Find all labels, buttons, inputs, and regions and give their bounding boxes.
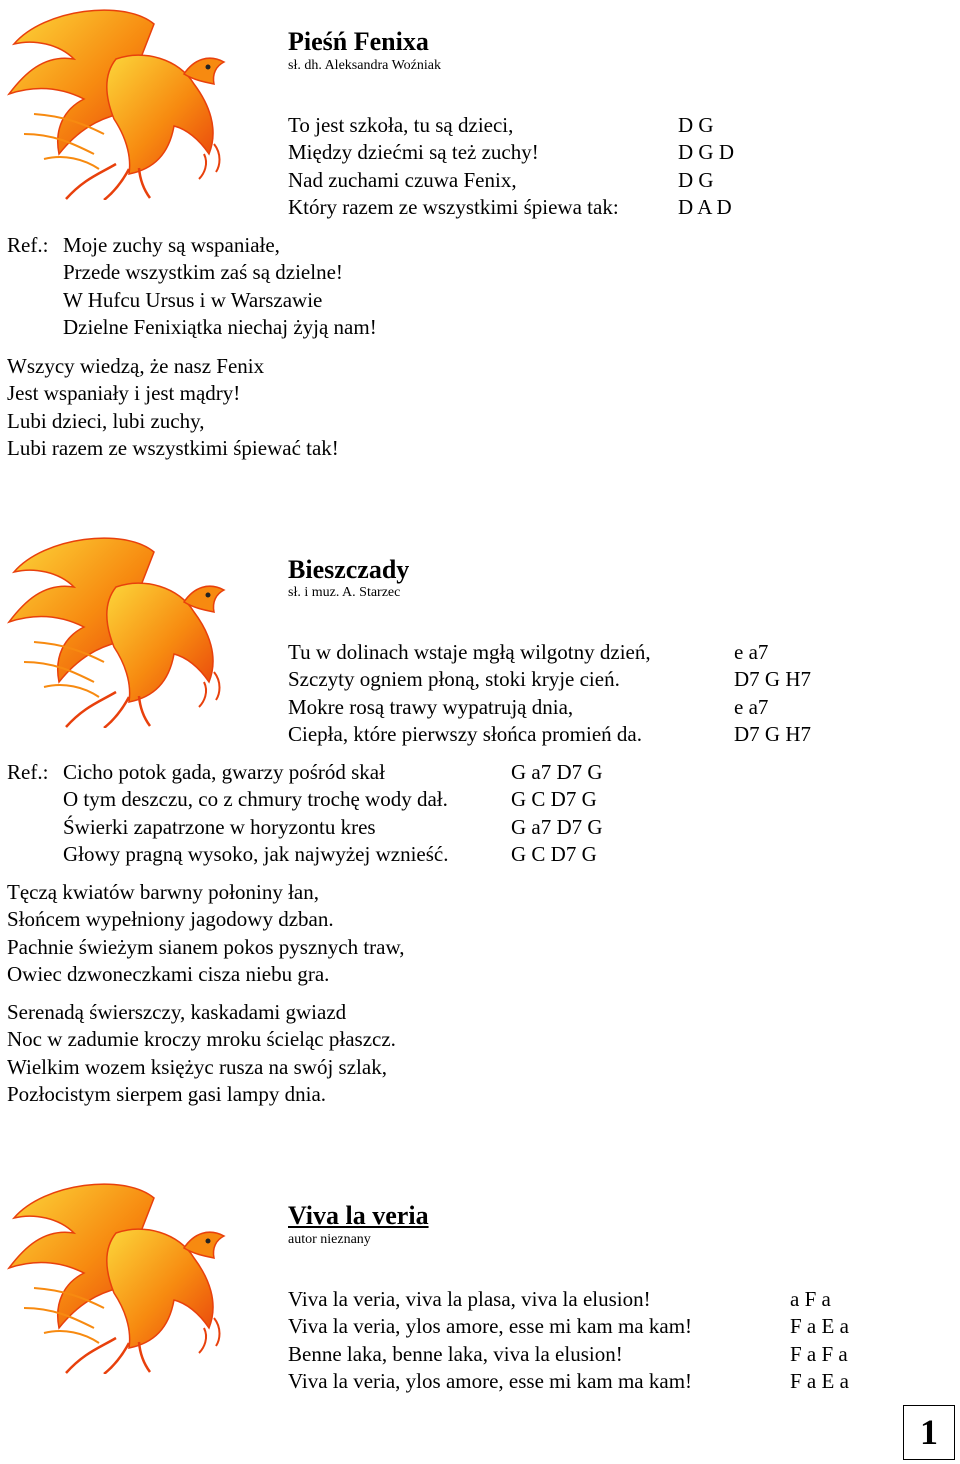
- refrain-label: Ref.:: [7, 760, 49, 784]
- verse-lyrics: [288, 1286, 692, 1395]
- lyric-line: Mokre rosą trawy wypatrują dnia,: [288, 694, 574, 719]
- lyric-line: Między dziećmi są też zuchy!: [288, 140, 539, 165]
- lyric-line: Słońcem wypełniony jagodowy dzban.: [7, 907, 334, 932]
- chord-line: F a E a: [790, 1314, 849, 1339]
- lyric-line: Który razem ze wszystkimi śpiewa tak:: [288, 194, 619, 219]
- lyric-line: Viva la veria, viva la plasa, viva la elusion!: [288, 1287, 651, 1311]
- phoenix-illustration: [4, 1178, 236, 1374]
- lyric-line: Owiec dzwoneczkami cisza niebu gra.: [7, 961, 330, 986]
- song-title: Viva la veria: [288, 1201, 429, 1230]
- song-author: autor nieznany: [288, 1232, 371, 1247]
- chord-line: D A D: [678, 194, 732, 219]
- song-author: sł. dh. Aleksandra Woźniak: [288, 58, 441, 73]
- lyric-line: Viva la veria, ylos amore, esse mi kam ma kam!: [288, 1314, 693, 1339]
- song-author: sł. i muz. A. Starzec: [288, 585, 401, 600]
- lyric-line: Benne laka, benne laka, viva la elusion!: [288, 1341, 623, 1366]
- lyric-line: Wszycy wiedzą, że nasz Fenix: [7, 354, 265, 378]
- verse-lyrics: [288, 639, 651, 748]
- lyric-line: Lubi dzieci, lubi zuchy,: [7, 408, 205, 433]
- refrain-lyrics: [63, 232, 377, 341]
- lyric-line: Wielkim wozem księżyc rusza na swój szlak,: [7, 1054, 387, 1079]
- chord-line: G C D7 G: [511, 787, 597, 812]
- lyric-line: Nad zuchami czuwa Fenix,: [288, 167, 517, 192]
- verse-chords: [678, 112, 734, 221]
- refrain-label: Ref.:: [7, 233, 49, 257]
- chord-line: G a7 D7 G: [511, 814, 603, 839]
- verse-lyrics: [7, 879, 405, 988]
- song-title: Pieśń Fenixa: [288, 27, 429, 56]
- chord-line: D7 G H7: [734, 721, 811, 746]
- lyric-line: Dzielne Fenixiątka niechaj żyją nam!: [63, 314, 377, 339]
- phoenix-illustration: [4, 532, 236, 728]
- chord-line: F a F a: [790, 1341, 848, 1366]
- chord-line: D G: [678, 167, 714, 192]
- lyric-line: Tęczą kwiatów barwny połoniny łan,: [7, 880, 319, 904]
- lyric-line: Cicho potok gada, gwarzy pośród skał: [63, 760, 385, 784]
- chord-line: e a7: [734, 640, 769, 664]
- verse-chords: [790, 1286, 849, 1395]
- chord-line: a F a: [790, 1287, 831, 1311]
- lyric-line: Pachnie świeżym sianem pokos pysznych traw,: [7, 934, 405, 959]
- verse-chords: [734, 639, 811, 748]
- lyric-line: Świerki zapatrzone w horyzontu kres: [63, 814, 376, 839]
- verse-lyrics: [7, 353, 339, 462]
- lyric-line: Viva la veria, ylos amore, esse mi kam ma kam!: [288, 1368, 693, 1393]
- chord-line: D7 G H7: [734, 667, 811, 692]
- lyric-line: Szczyty ogniem płoną, stoki kryje cień.: [288, 667, 620, 692]
- lyric-line: Lubi razem ze wszystkimi śpiewać tak!: [7, 435, 339, 460]
- lyric-line: Tu w dolinach wstaje mgłą wilgotny dzień,: [288, 640, 651, 664]
- lyric-line: W Hufcu Ursus i w Warszawie: [63, 287, 323, 312]
- lyric-line: Moje zuchy są wspaniałe,: [63, 233, 280, 257]
- chord-line: D G D: [678, 140, 734, 165]
- chord-line: D G: [678, 113, 714, 137]
- chord-line: F a E a: [790, 1368, 849, 1393]
- lyric-line: Pozłocistym sierpem gasi lampy dnia.: [7, 1081, 327, 1106]
- page-number: 1: [903, 1405, 955, 1460]
- chord-line: e a7: [734, 694, 769, 719]
- lyric-line: Przede wszystkim zaś są dzielne!: [63, 260, 343, 285]
- lyric-line: Serenadą świerszczy, kaskadami gwiazd: [7, 1000, 347, 1024]
- refrain-lyrics: [63, 759, 448, 868]
- chord-line: G C D7 G: [511, 841, 597, 866]
- lyric-line: To jest szkoła, tu są dzieci,: [288, 113, 514, 137]
- lyric-line: Głowy pragną wysoko, jak najwyżej wznieść.: [63, 841, 449, 866]
- phoenix-illustration: [4, 4, 236, 200]
- chord-line: G a7 D7 G: [511, 760, 603, 784]
- verse-lyrics: [288, 112, 619, 221]
- lyric-line: Ciepła, które pierwszy słońca promień da.: [288, 721, 642, 746]
- lyric-line: Noc w zadumie kroczy mroku ścieląc płaszcz.: [7, 1027, 396, 1052]
- song-title: Bieszczady: [288, 555, 410, 584]
- refrain-chords: [511, 759, 603, 868]
- verse-lyrics: [7, 999, 396, 1108]
- lyric-line: O tym deszczu, co z chmury trochę wody dał.: [63, 787, 448, 812]
- lyric-line: Jest wspaniały i jest mądry!: [7, 381, 241, 406]
